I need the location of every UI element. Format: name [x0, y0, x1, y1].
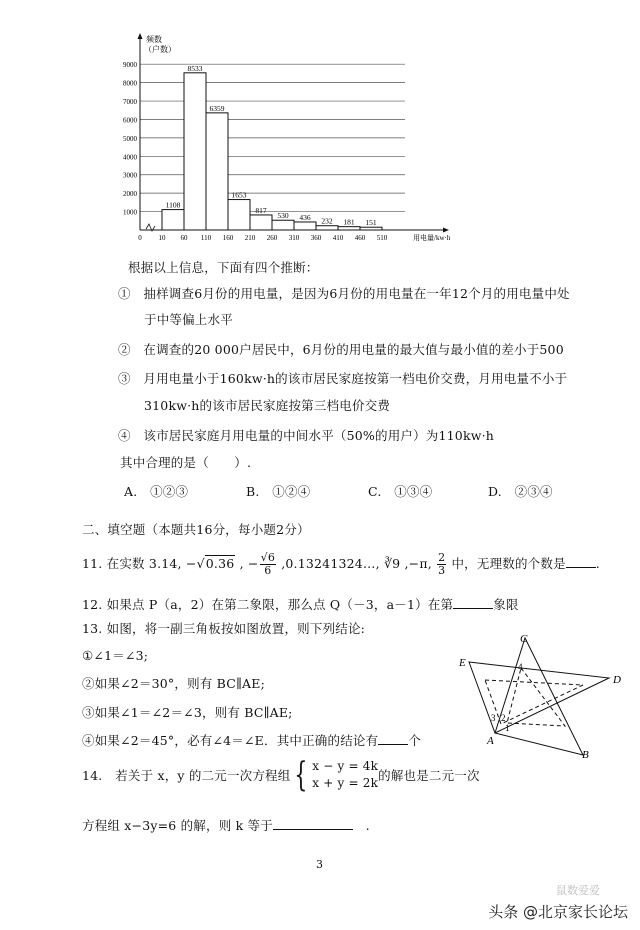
question-13: 13. 如图，将一副三角板按如图放置，则下列结论: — [82, 621, 366, 636]
conclusion-2: ②如果∠2＝30°，则有 BC∥AE; — [82, 676, 265, 691]
label-d: D — [613, 674, 621, 686]
inference-3: ③ 月用电量小于160kw·h的该市居民家庭按第一档电价交费，月用电量不小于 — [118, 371, 568, 386]
histogram-bar — [294, 222, 316, 230]
histogram-bar — [316, 226, 338, 230]
bar-value-label: 8533 — [187, 63, 203, 73]
x-tick-label: 260 — [266, 234, 278, 242]
histogram-bar — [228, 200, 250, 230]
histogram-chart — [110, 30, 470, 245]
answer-blank — [453, 596, 493, 609]
y-axis-label: 频数 — [146, 35, 162, 44]
watermark-faint: 鼠数爱爱 — [556, 884, 600, 897]
question-prompt: 其中合理的是（ ）. — [120, 455, 252, 470]
answer-blank — [273, 817, 353, 830]
y-axis-arrow — [138, 33, 143, 39]
label-a: A — [487, 735, 494, 747]
page-number: 3 — [316, 858, 324, 871]
bar-value-label: 181 — [343, 217, 355, 227]
answer-blank — [378, 732, 408, 745]
question-14: 14. 若关于 x，y 的二元一次方程组 { x − y = 4k x + y = 2k 的解也是二元一次 — [82, 755, 480, 795]
conclusion-4: ④如果∠2＝45°，必有∠4＝∠E．其中正确的结论有 个 — [82, 733, 422, 748]
option-c: C. ①③④ — [368, 484, 433, 499]
histogram-bar — [184, 73, 206, 230]
inference-1: ① 抽样调查6月份的用电量，是因为6月份的用电量在一年12个月的用电量中处 — [118, 286, 570, 301]
equation-system: x − y = 4k x + y = 2k — [312, 759, 379, 790]
x-axis-label: 用电量/kw·h — [413, 234, 451, 242]
y-tick-label: 3000 — [123, 171, 137, 180]
section-title: 二、填空题（本题共16分，每小题2分） — [82, 522, 310, 537]
histogram-bar — [360, 227, 382, 230]
inference-2: ② 在调查的20 000户居民中，6月份的用电量的最大值与最小值的差小于500 — [118, 342, 564, 357]
bar-value-label: 232 — [321, 216, 333, 226]
y-axis-unit: （户数） — [144, 45, 176, 54]
angle-4: 4 — [518, 662, 523, 672]
bar-value-label: 1108 — [165, 200, 181, 210]
histogram-bar — [206, 113, 228, 230]
bar-value-label: 530 — [277, 211, 289, 221]
y-tick-label: 9000 — [123, 61, 137, 70]
conclusion-1: ①∠1＝∠3; — [82, 648, 149, 663]
conclusion-3: ③如果∠1＝∠2＝∠3，则有 BC∥AE; — [82, 705, 293, 720]
inference-1-cont: 于中等偏上水平 — [144, 312, 233, 327]
histogram-bar — [162, 210, 184, 230]
bar-value-label: 817 — [255, 205, 267, 215]
y-tick-label: 2000 — [123, 190, 137, 199]
option-b: B. ①②④ — [246, 484, 311, 499]
option-a: A. ①②③ — [124, 484, 189, 499]
x-tick-label: 160 — [222, 234, 234, 242]
fraction-2-over-3: $\frac{2}{3}$ — [438, 551, 446, 577]
inner-triangle-dashed-2 — [507, 668, 565, 726]
x-tick-label: 110 — [200, 234, 212, 242]
question-14-cont: 方程组 x−3y=6 的解，则 k 等于 . — [82, 818, 370, 833]
bar-value-label: 436 — [299, 212, 311, 222]
answer-blank — [566, 555, 596, 568]
inference-3-cont: 310kw·h的该市居民家庭按第三档电价交费 — [144, 398, 391, 413]
triangle-set-figure — [455, 628, 630, 763]
x-tick-label: 60 — [180, 234, 188, 242]
histogram-bar — [272, 220, 294, 230]
x-tick-label: 210 — [244, 234, 256, 242]
x-tick-label: 410 — [332, 234, 344, 242]
question-12: 12. 如果点 P（a，2）在第二象限，那么点 Q（－3，a－1）在第 象限 — [82, 597, 519, 612]
y-tick-label: 8000 — [123, 79, 137, 88]
angle-1: 1 — [505, 723, 510, 733]
bar-value-label: 6359 — [209, 103, 225, 113]
intro-text: 根据以上信息，下面有四个推断： — [128, 260, 319, 275]
bar-value-label: 1653 — [231, 190, 247, 200]
x-tick-label: 10 — [158, 234, 166, 242]
x-tick-label: 0 — [138, 234, 142, 242]
histogram-bar — [338, 227, 360, 230]
x-tick-label: 460 — [354, 234, 366, 242]
label-c: C — [520, 633, 528, 645]
angle-2: 2 — [501, 713, 506, 723]
watermark: 头条 @北京家长论坛 — [488, 903, 628, 921]
label-b: B — [582, 749, 589, 761]
fraction-sqrt6-over-6: $\frac{√6}{6}$ — [260, 551, 276, 577]
bar-value-label: 151 — [365, 218, 377, 228]
x-tick-label: 510 — [376, 234, 388, 242]
y-tick-label: 4000 — [123, 153, 137, 162]
y-tick-label: 6000 — [123, 116, 137, 125]
inference-4: ④ 该市居民家庭月用电量的中间水平（50%的用户）为110kw·h — [118, 428, 495, 443]
histogram-bar — [250, 215, 272, 230]
triangle-ead — [469, 662, 609, 733]
x-tick-label: 310 — [288, 234, 300, 242]
option-d: D. ②③④ — [488, 484, 553, 499]
angle-3: 3 — [491, 713, 496, 723]
x-axis-arrow — [443, 228, 449, 233]
x-tick-label: 360 — [310, 234, 322, 242]
label-e: E — [459, 657, 466, 669]
question-11: 11. 在实数 3.14, −√0.36 , − $\frac{√6}{6}$ ,0.13241324…, ∛9 ,−π, $\frac{2}{3}$ 中，无理数的个数是 . — [82, 551, 600, 577]
left-brace: { — [294, 755, 308, 795]
y-tick-label: 7000 — [123, 98, 137, 107]
y-tick-label: 5000 — [123, 134, 137, 143]
y-tick-label: 1000 — [123, 208, 137, 217]
